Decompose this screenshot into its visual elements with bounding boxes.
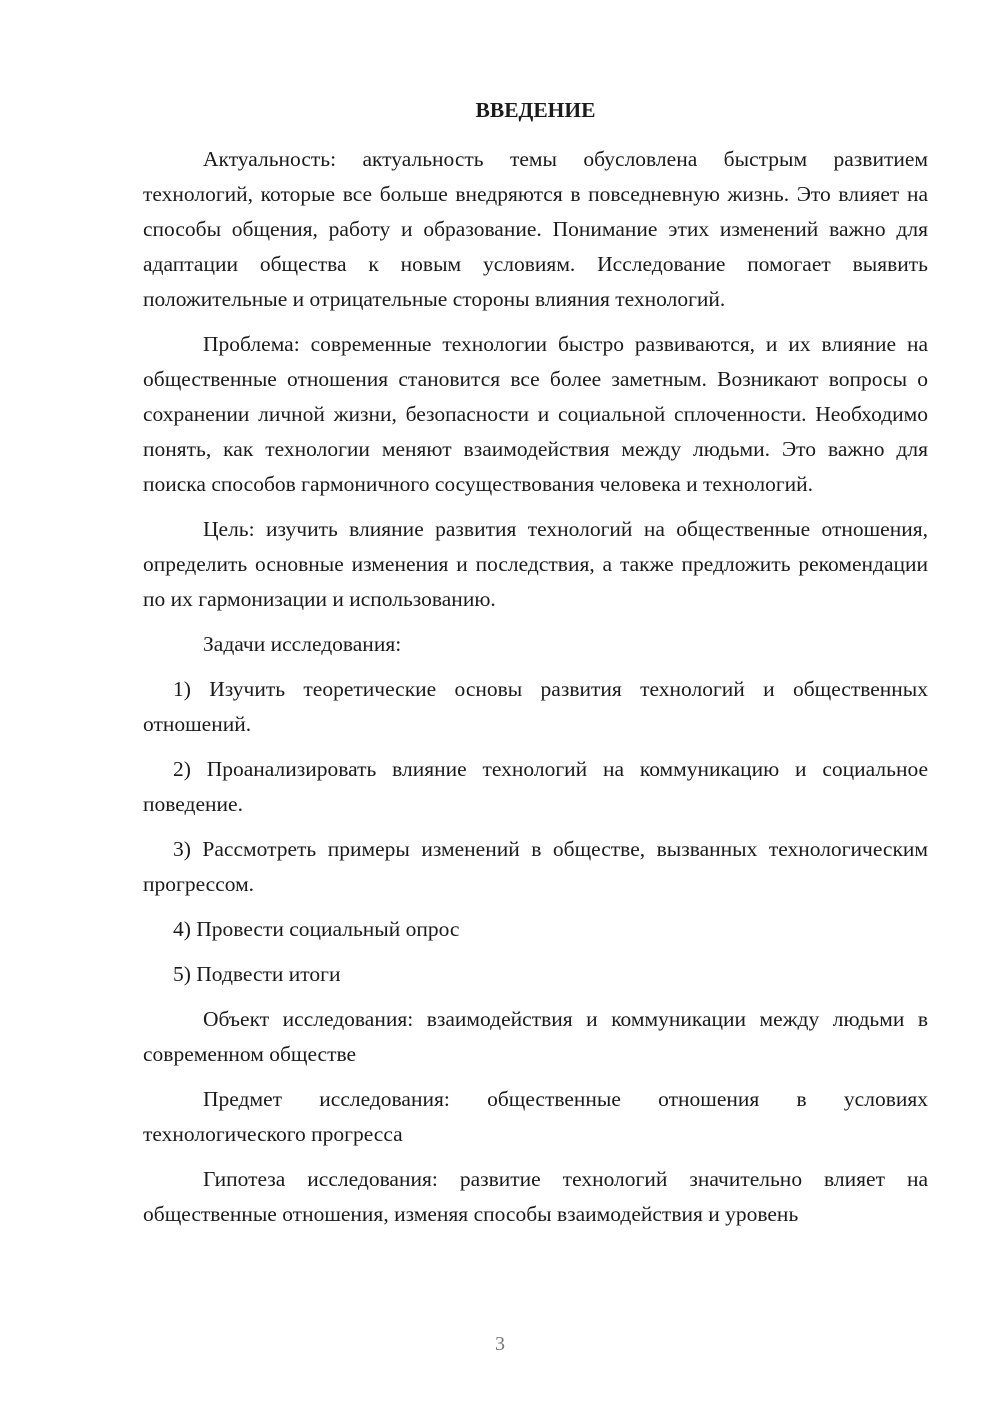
paragraph-subject: Предмет исследования: общественные отношения в условиях технологического прогресса [143,1087,928,1146]
task-item-1: 1) Изучить теоретические основы развития технологий и общественных отношений. [143,677,928,736]
tasks-heading: Задачи исследования: [203,632,402,656]
task-item-2: 2) Проанализировать влияние технологий на коммуникацию и социальное поведение. [143,757,928,816]
paragraph-problem: Проблема: современные технологии быстро развиваются, и их влияние на общественные отношения становится все более заметным. Возникают вопросы о сохранении личной жизни, безопасности и социальной сплоченности. Необходимо понять, как технологии меняют взаимодействия между людьми. Это важно для поиска способов гармоничного сосуществования человека и технологий. [143,332,928,496]
paragraph-hypothesis: Гипотеза исследования: развитие технологий значительно влияет на общественные отношения, изменяя способы взаимодействия и уровень [143,1167,928,1226]
document-page [143,88,928,1242]
task-item-5: 5) Подвести итоги [173,962,341,986]
task-item-3: 3) Рассмотреть примеры изменений в обществе, вызванных технологическим прогрессом. [143,837,928,896]
paragraph-relevance: Актуальность: актуальность темы обусловлена быстрым развитием технологий, которые все больше внедряются в повседневную жизнь. Это влияет на способы общения, работу и образование. Понимание этих изменений важно для адаптации общества к новым условиям. Исследование помогает выявить положительные и отрицательные стороны влияния технологий. [143,147,928,311]
page-number: 3 [495,1333,505,1355]
paragraph-object: Объект исследования: взаимодействия и коммуникации между людьми в современном обществе [143,1007,928,1066]
paragraph-goal: Цель: изучить влияние развития технологий на общественные отношения, определить основные изменения и последствия, а также предложить рекомендации по их гармонизации и использованию. [143,517,928,611]
section-title: ВВЕДЕНИЕ [475,98,596,122]
task-item-4: 4) Провести социальный опрос [173,917,460,941]
